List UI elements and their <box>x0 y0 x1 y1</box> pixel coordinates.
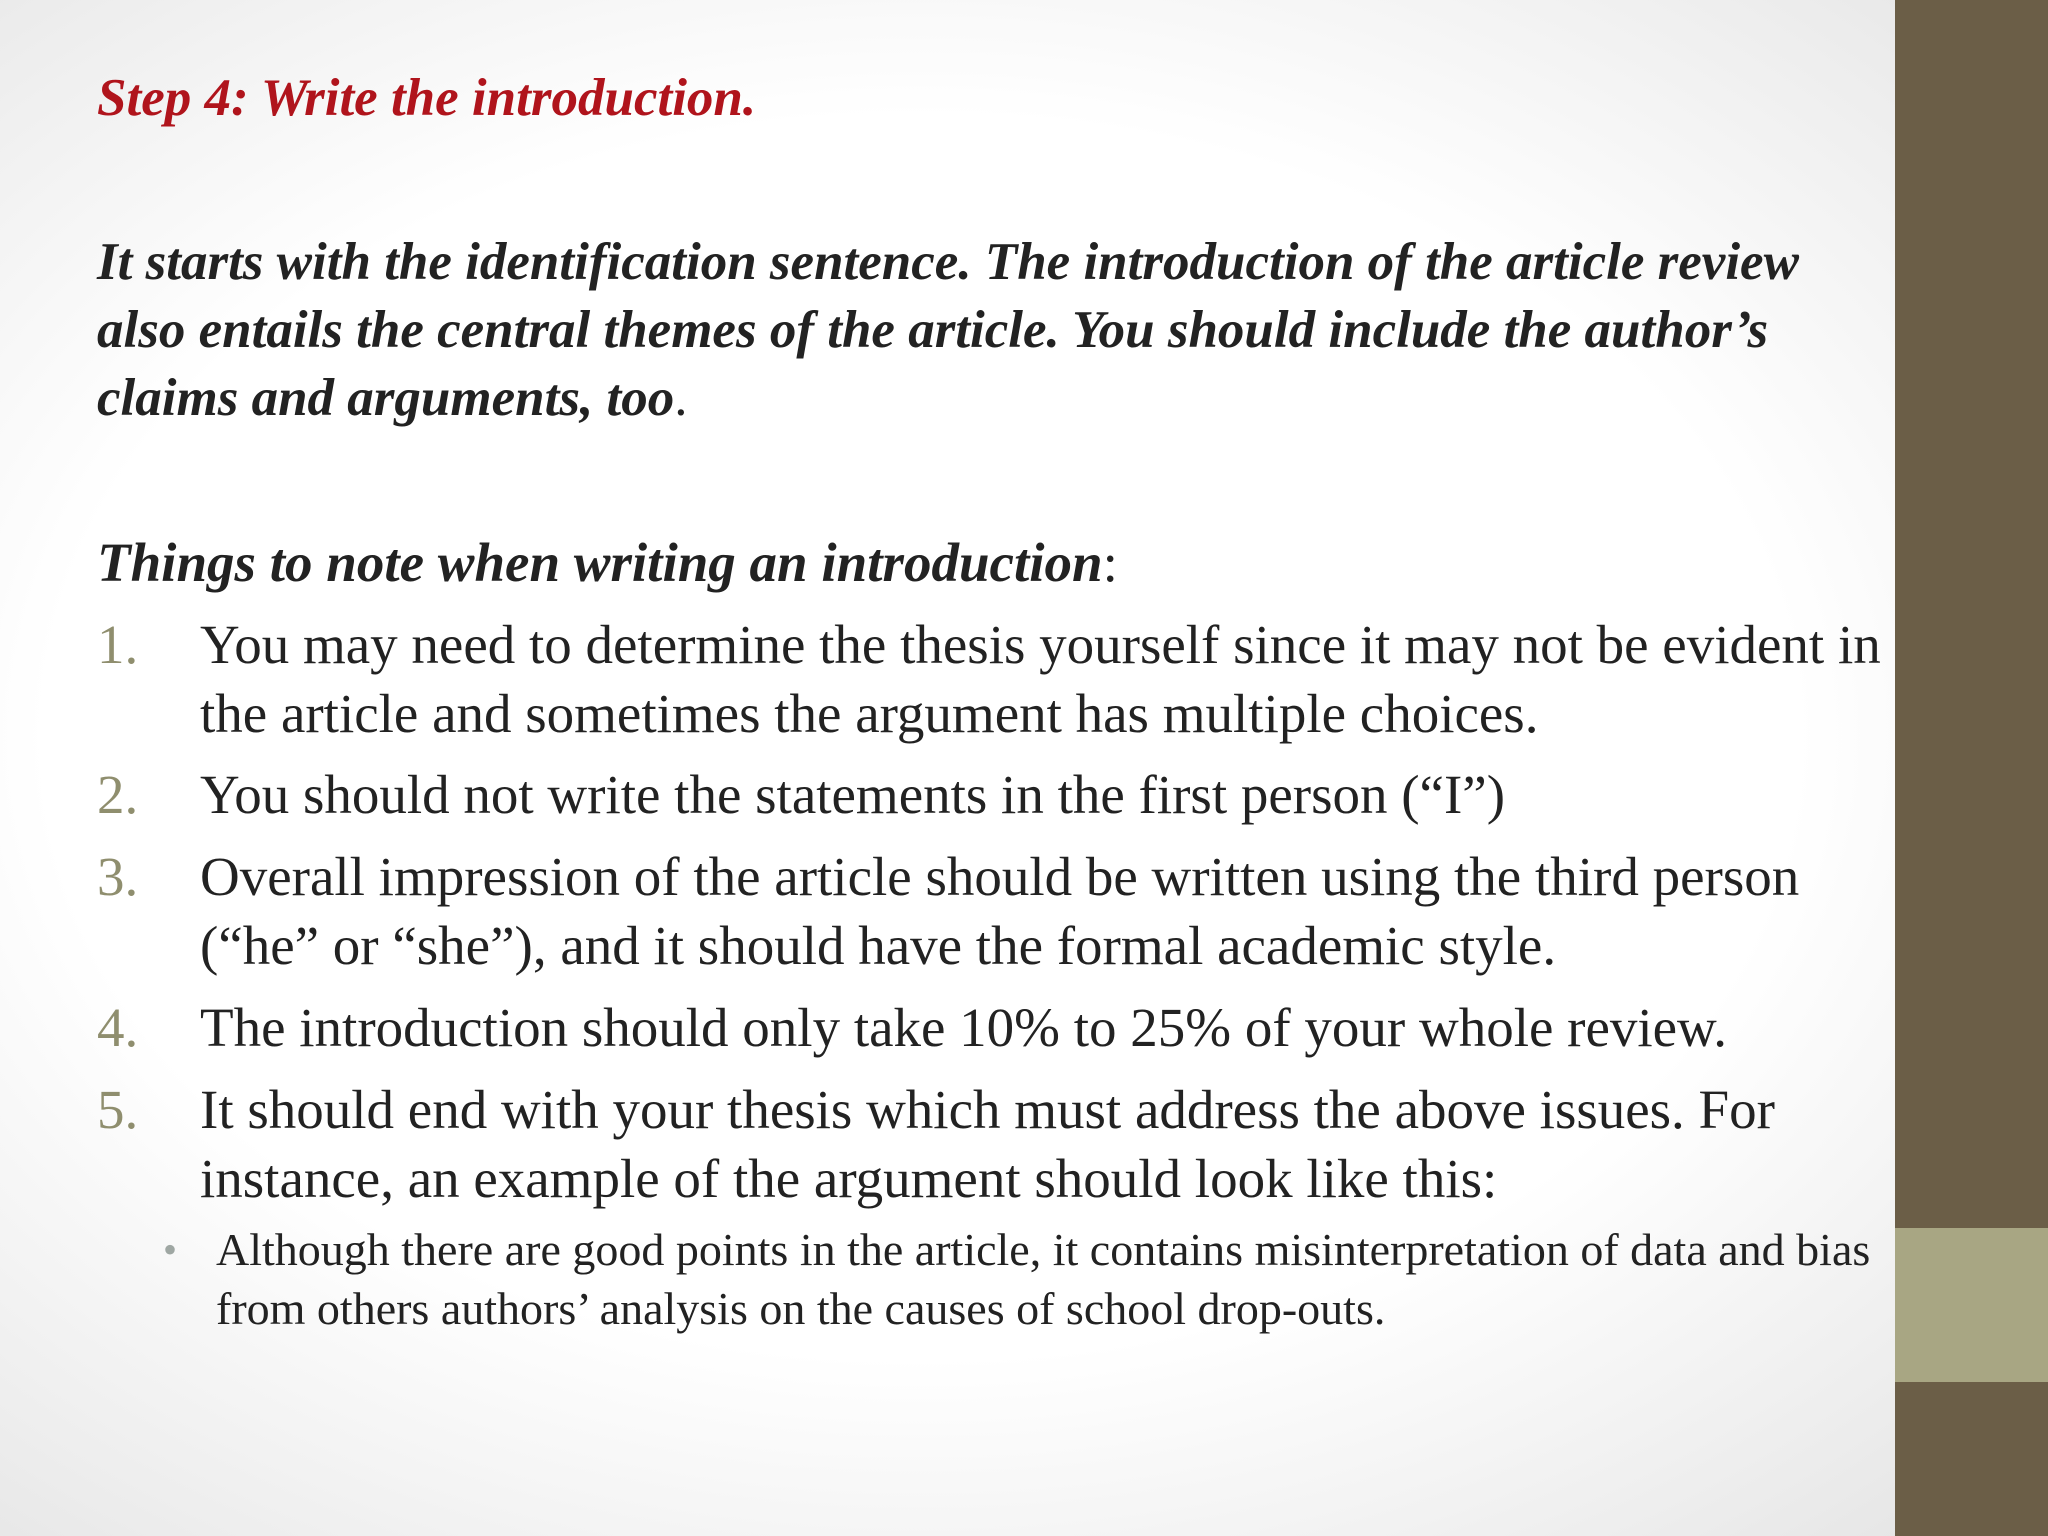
note-text: You may need to determine the thesis yourself since it may not be evident in the article and sometimes the argument has multiple choices. <box>200 614 1881 744</box>
things-heading-text: Things to note when writing an introduction <box>97 532 1103 593</box>
things-heading <box>97 529 1118 597</box>
note-text: The introduction should only take 10% to 25% of your whole review. <box>200 997 1727 1058</box>
intro-period: . <box>674 369 688 427</box>
note-number: 2. <box>97 764 139 825</box>
note-number: 1. <box>97 614 139 675</box>
note-number: 5. <box>97 1079 139 1140</box>
things-heading-colon: : <box>1102 532 1118 593</box>
note-text: You should not write the statements in the first person (“I”) <box>200 764 1506 825</box>
intro-paragraph <box>97 228 1887 432</box>
note-text: Overall impression of the article should be written using the third person (“he” or “she”), and it should have the formal academic style. <box>200 846 1800 976</box>
decorative-sidebar <box>1895 0 2048 1536</box>
intro-paragraph-text: It starts with the identification sentence. The introduction of the article review also entails the central themes of the article. You should include the author’s claims and arguments, too <box>97 233 1799 427</box>
note-number: 4. <box>97 997 139 1058</box>
bullet-icon: • <box>163 1227 178 1272</box>
note-number: 3. <box>97 846 139 907</box>
sub-note-text: Although there are good points in the article, it contains misinterpretation of data and bias from others authors’ analysis on the causes of school drop-outs. <box>216 1224 1871 1334</box>
sidebar-accent-block <box>1895 1228 2048 1382</box>
step-title: Step 4: Write the introduction. <box>97 69 757 127</box>
note-text: It should end with your thesis which must address the above issues. For instance, an example of the argument should look like this: <box>200 1079 1775 1209</box>
